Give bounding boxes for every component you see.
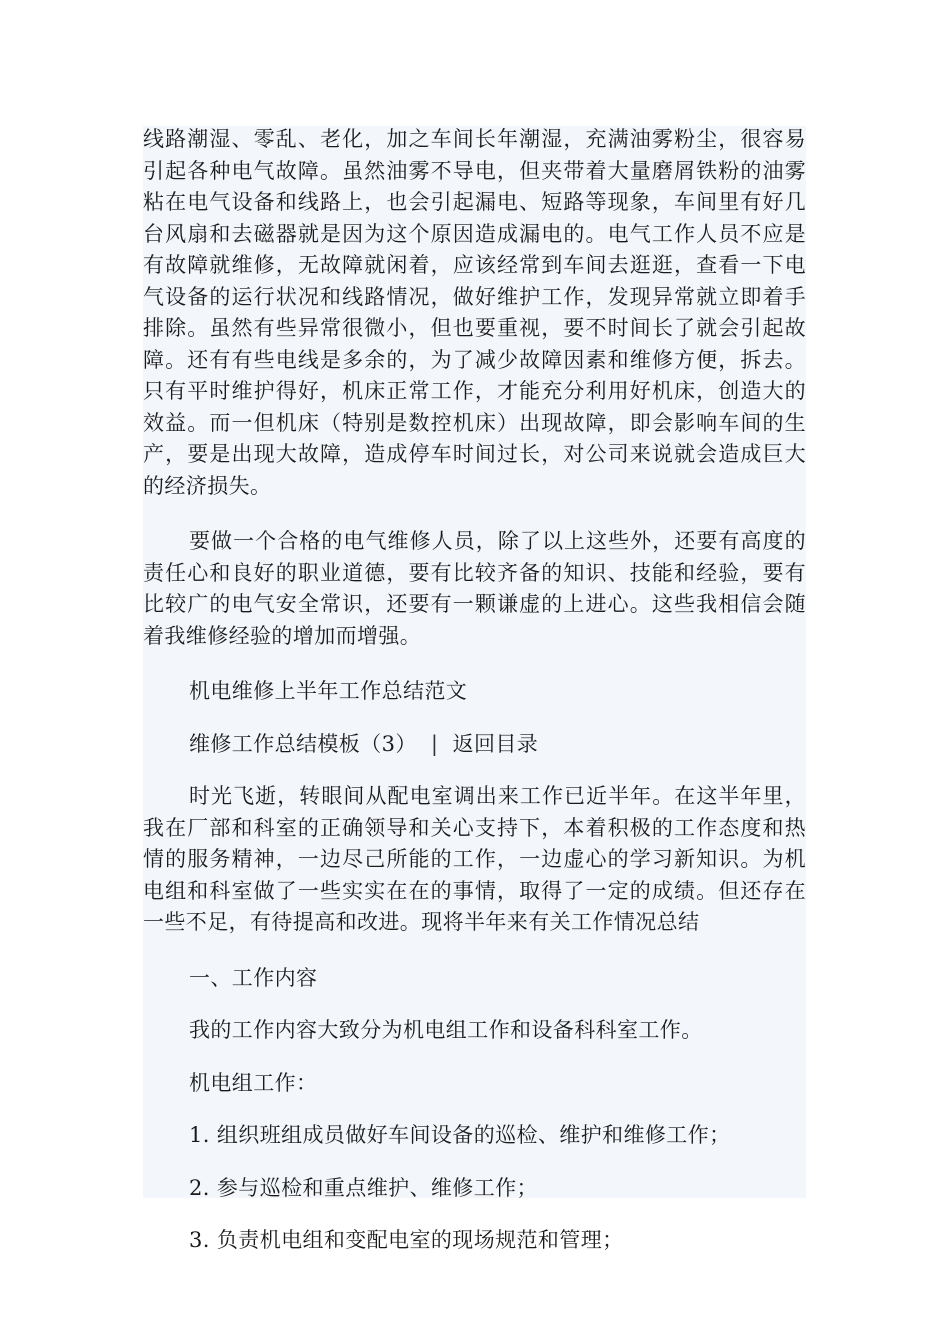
template-link[interactable]: 维修工作总结模板（3）: [189, 731, 417, 756]
paragraph-requirements: 要做一个合格的电气维修人员，除了以上这些外，还要有高度的责任心和良好的职业道德，要有比较齐备的知识、技能和经验，要有比较广的电气安全常识，还要有一颗谦虚的上进心。这些我相信会随着我维修经验的增加而增强。: [143, 529, 806, 648]
nav-line: [143, 729, 806, 761]
list-item: 2. 参与巡检和重点维护、维修工作；: [189, 1175, 538, 1200]
section-heading: 一、工作内容: [189, 965, 318, 990]
section-text: 我的工作内容大致分为机电组工作和设备科科室工作。: [189, 1018, 703, 1042]
paragraph-fault-causes: 线路潮湿、零乱、老化，加之车间长年潮湿，充满油雾粉尘，很容易引起各种电气故障。虽然油雾不导电，但夹带着大量磨屑铁粉的油雾粘在电气设备和线路上，也会引起漏电、短路等现象，车间里有好几台风扇和去磁器就是因为这个原因造成漏电的。电气工作人员不应是有故障就维修，无故障就闲着，应该经常到车间去逛逛，查看一下电气设备的运行状况和线路情况，做好维护工作，发现异常就立即着手排除。虽然有些异常很微小，但也要重视，要不时间长了就会引起故障。还有有些电线是多余的，为了减少故障因素和维修方便，拆去。只有平时维护得好，机床正常工作，才能充分利用好机床，创造大的效益。而一但机床（特别是数控机床）出现故障，即会影响车间的生产，要是出现大故障，造成停车时间过长，对公司来说就会造成巨大的经济损失。: [143, 127, 806, 498]
document-body: [143, 124, 806, 1278]
group-label: 机电组工作：: [189, 1070, 318, 1095]
back-to-contents-link[interactable]: 返回目录: [452, 731, 539, 756]
document-title: 机电维修上半年工作总结范文: [189, 679, 468, 703]
list-item: 3. 负责机电组和变配电室的现场规范和管理；: [189, 1228, 624, 1252]
list-item: 1. 组织班组成员做好车间设备的巡检、维护和维修工作；: [189, 1123, 731, 1147]
paragraph-intro: 时光飞逝，转眼间从配电室调出来工作已近半年。在这半年里，我在厂部和科室的正确领导和关心支持下，本着积极的工作态度和热情的服务精神，一边尽己所能的工作，一边虚心的学习新知识。为机电组和科室做了一些实实在在的事情，取得了一定的成绩。但还存在一些不足，有待提高和改进。现将半年来有关工作情况总结: [143, 784, 806, 934]
nav-separator: |: [430, 731, 439, 756]
